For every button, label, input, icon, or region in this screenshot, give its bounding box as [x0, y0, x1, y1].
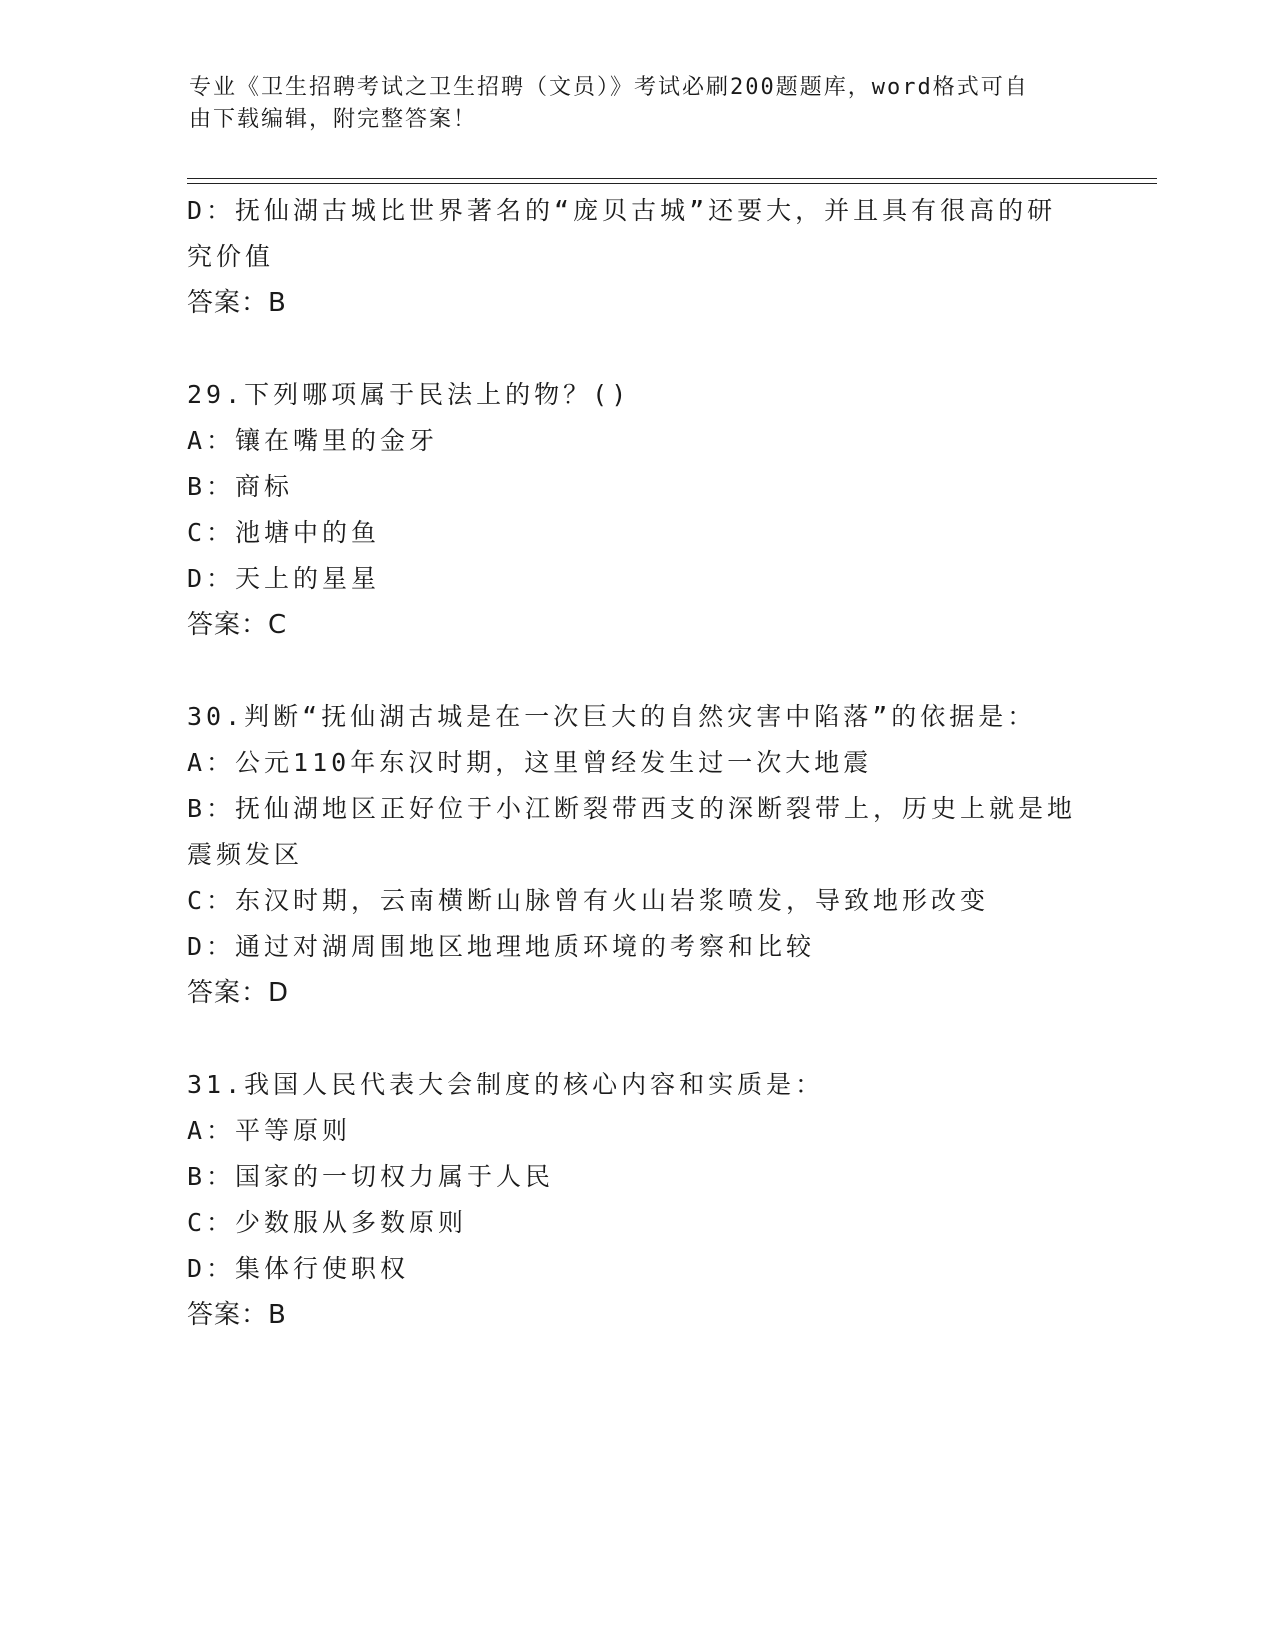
answer: 答案：B: [187, 1300, 287, 1330]
question-28-tail: [187, 188, 1087, 326]
document-header: [189, 72, 1089, 136]
answer: 答案：D: [187, 978, 290, 1008]
question-31: [187, 1062, 1087, 1338]
option-b-line-1: B：抚仙湖地区正好位于小江断裂带西支的深断裂带上，历史上就是地: [187, 794, 1077, 823]
header-divider-bottom: [187, 183, 1157, 184]
option-d: D：天上的星星: [187, 564, 381, 593]
question-stem: 29.下列哪项属于民法上的物？(): [187, 380, 631, 409]
option-b: B：国家的一切权力属于人民: [187, 1162, 555, 1191]
option-d: D：集体行使职权: [187, 1254, 410, 1283]
option-b: B：商标: [187, 472, 294, 501]
question-list: [187, 188, 1087, 1338]
question-stem: 30.判断“抚仙湖古城是在一次巨大的自然灾害中陷落”的依据是：: [187, 702, 1037, 731]
question-stem: 31.我国人民代表大会制度的核心内容和实质是：: [187, 1070, 825, 1099]
question-29: [187, 372, 1087, 648]
answer: 答案：B: [187, 288, 287, 318]
header-line-2: 由下载编辑，附完整答案！: [189, 107, 478, 132]
option-d: D：通过对湖周围地区地理地质环境的考察和比较: [187, 932, 816, 961]
option-a: A：公元110年东汉时期，这里曾经发生过一次大地震: [187, 748, 873, 777]
option-c: C：池塘中的鱼: [187, 518, 381, 547]
answer: 答案：C: [187, 610, 288, 640]
option-c: C：东汉时期，云南横断山脉曾有火山岩浆喷发，导致地形改变: [187, 886, 990, 915]
header-line-1: 专业《卫生招聘考试之卫生招聘（文员）》考试必刷200题题库，word格式可自: [189, 75, 1029, 100]
header-divider-top: [187, 178, 1157, 179]
option-a: A：平等原则: [187, 1116, 352, 1145]
option-c: C：少数服从多数原则: [187, 1208, 468, 1237]
option-a: A：镶在嘴里的金牙: [187, 426, 439, 455]
option-b-line-2: 震频发区: [187, 840, 304, 869]
option-d-line-1: D：抚仙湖古城比世界著名的“庞贝古城”还要大，并且具有很高的研: [187, 196, 1057, 225]
question-30: [187, 694, 1087, 1016]
option-d-line-2: 究价值: [187, 242, 275, 271]
